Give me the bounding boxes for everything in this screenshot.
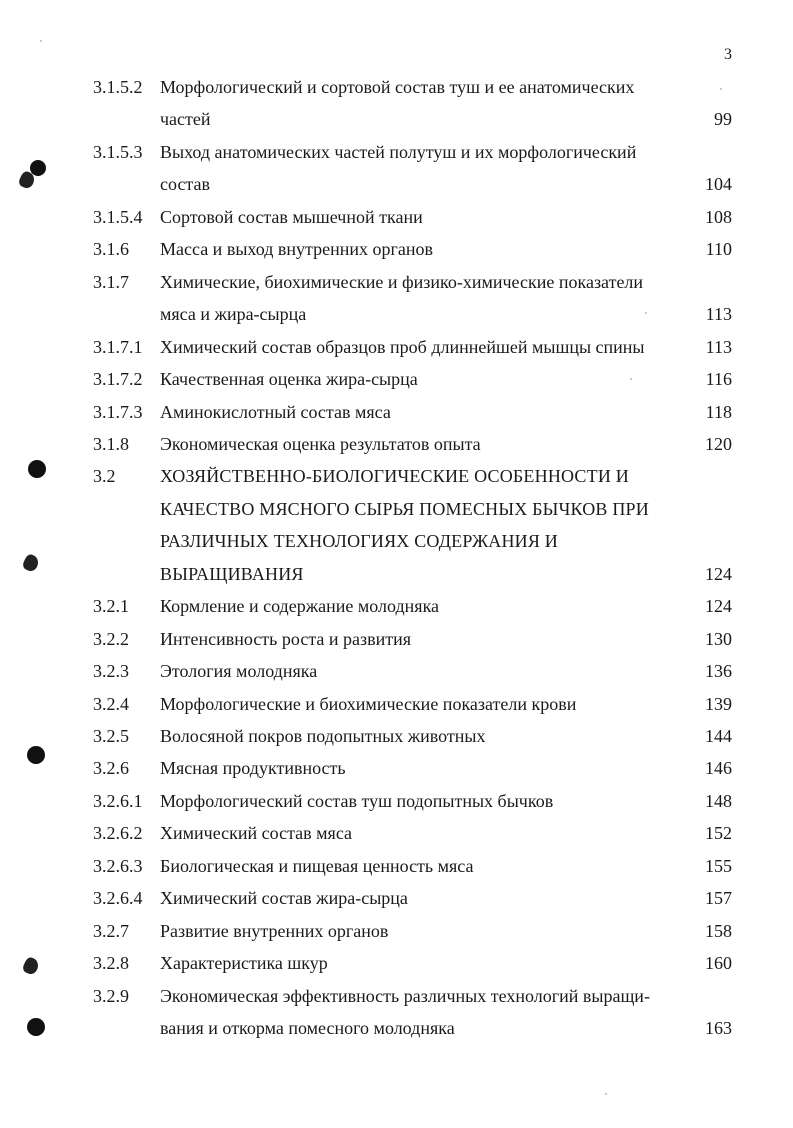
toc-entry-page: 160 <box>705 953 732 974</box>
toc-line <box>0 201 793 233</box>
toc-line <box>0 817 793 849</box>
toc-entry-page: 158 <box>705 920 732 941</box>
toc-entry-number: 3.2.2 <box>93 628 129 649</box>
toc-entry-number: 3.2 <box>93 466 116 487</box>
toc-entry-title: Этология молодняка <box>160 661 318 682</box>
toc-line <box>0 396 793 428</box>
toc-entry-title: частей <box>160 109 211 130</box>
toc-entry-page: 108 <box>705 206 732 227</box>
toc-entry-page: 120 <box>705 433 732 454</box>
toc-line <box>0 363 793 395</box>
toc-line <box>0 103 793 135</box>
toc-entry-title: Морфологические и биохимические показатели крови <box>160 693 577 714</box>
toc-line <box>0 850 793 882</box>
toc-entry-number: 3.2.6.1 <box>93 790 143 811</box>
page-number: 3 <box>724 46 732 63</box>
toc-line <box>0 558 793 590</box>
toc-entry-title: РАЗЛИЧНЫХ ТЕХНОЛОГИЯХ СОДЕРЖАНИЯ И <box>160 531 558 552</box>
toc-line <box>0 428 793 460</box>
toc-entry-number: 3.2.4 <box>93 693 129 714</box>
toc-entry-page: 130 <box>705 628 732 649</box>
toc-entry-title: Экономическая оценка результатов опыта <box>160 433 481 454</box>
toc-entry-page: 136 <box>705 661 732 682</box>
toc-entry-title: КАЧЕСТВО МЯСНОГО СЫРЬЯ ПОМЕСНЫХ БЫЧКОВ ПРИ <box>160 498 649 519</box>
toc-entry-number: 3.1.5.2 <box>93 77 143 97</box>
scan-speck <box>720 88 722 90</box>
toc-entry-page: 146 <box>705 758 732 779</box>
toc-entry-number: 3.1.5.3 <box>93 141 143 162</box>
toc-entry-page: 155 <box>705 855 732 876</box>
toc-entry-number: 3.2.6.3 <box>93 855 143 876</box>
toc-line <box>0 525 793 557</box>
toc-entry-number: 3.2.1 <box>93 596 129 617</box>
toc-line <box>0 136 793 168</box>
toc-line <box>0 752 793 784</box>
scan-speck <box>40 40 42 42</box>
toc-entry-title: Морфологический состав туш подопытных бычков <box>160 790 554 811</box>
toc-entry-page: 163 <box>705 1018 732 1039</box>
toc-line <box>0 298 793 330</box>
toc-entry-title: мяса и жира-сырца <box>160 304 307 325</box>
toc-entry-number: 3.1.5.4 <box>93 206 143 227</box>
toc-entry-title: Характеристика шкур <box>160 953 328 974</box>
toc-entry-title: Масса и выход внутренних органов <box>160 239 433 260</box>
punch-hole <box>30 160 46 176</box>
toc-entry-page: 116 <box>705 369 732 390</box>
toc-line <box>0 460 793 492</box>
toc-line <box>0 331 793 363</box>
punch-hole <box>27 1018 45 1036</box>
scan-speck <box>605 1093 607 1095</box>
toc-line <box>0 915 793 947</box>
toc-entry-title: Химический состав образцов проб длиннейшей мышцы спины <box>160 336 645 357</box>
punch-hole <box>28 460 46 478</box>
toc-entry-page: 157 <box>705 888 732 909</box>
toc-entry-title: Химический состав жира-сырца <box>160 888 408 909</box>
toc-entry-title: Морфологический и сортовой состав туш и ее анатомических <box>160 77 635 97</box>
toc-line <box>0 1012 793 1044</box>
toc-entry-title: Качественная оценка жира-сырца <box>160 369 418 390</box>
toc-line <box>0 590 793 622</box>
toc-entry-title: ХОЗЯЙСТВЕННО-БИОЛОГИЧЕСКИЕ ОСОБЕННОСТИ И <box>160 466 629 487</box>
toc-entry-title: состав <box>160 174 211 195</box>
toc-entry-page: 113 <box>705 304 732 325</box>
toc-entry-number: 3.1.7.1 <box>93 336 143 357</box>
punch-hole <box>27 746 45 764</box>
toc-entry-page: 124 <box>705 563 732 584</box>
toc-entry-page: 118 <box>705 401 732 422</box>
toc-entry-title: Мясная продуктивность <box>160 758 346 779</box>
toc-entry-title: Биологическая и пищевая ценность мяса <box>160 855 474 876</box>
toc-entry-number: 3.1.7 <box>93 271 129 292</box>
toc-entry-title: Выход анатомических частей полутуш и их морфологический <box>160 141 637 162</box>
toc-entry-number: 3.2.7 <box>93 920 129 941</box>
toc-entry-title: Кормление и содержание молодняка <box>160 596 440 617</box>
toc-entry-number: 3.2.9 <box>93 985 129 1006</box>
toc-entry-title: Аминокислотный состав мяса <box>160 401 391 422</box>
toc-entry-number: 3.1.6 <box>93 239 129 260</box>
toc-entry-title: Развитие внутренних органов <box>160 920 389 941</box>
toc-line <box>0 233 793 265</box>
scan-speck <box>645 312 647 314</box>
toc-line <box>0 980 793 1012</box>
toc-entry-title: Интенсивность роста и развития <box>160 628 412 649</box>
toc-entry-title: ВЫРАЩИВАНИЯ <box>160 563 304 584</box>
scan-speck <box>630 378 632 380</box>
toc-entry-title: Сортовой состав мышечной ткани <box>160 206 423 227</box>
toc-line <box>0 71 793 103</box>
toc-line <box>0 882 793 914</box>
toc-entry-page: 139 <box>705 693 732 714</box>
toc-line <box>0 720 793 752</box>
toc-entry-title: Экономическая эффективность различных технологий выращи- <box>160 985 650 1006</box>
toc-entry-page: 148 <box>705 790 732 811</box>
toc-entry-number: 3.1.7.2 <box>93 369 143 390</box>
toc-entry-number: 3.1.7.3 <box>93 401 143 422</box>
toc-line <box>0 688 793 720</box>
toc-entry-number: 3.1.8 <box>93 433 129 454</box>
toc-entry-page: 113 <box>705 336 732 357</box>
toc-entry-page: 99 <box>714 109 732 130</box>
toc-line <box>0 785 793 817</box>
toc-entry-number: 3.2.5 <box>93 726 129 746</box>
toc-line <box>0 493 793 525</box>
toc-entry-title: Химические, биохимические и физико-химические показатели <box>160 271 644 292</box>
toc-entry-number: 3.2.3 <box>93 661 129 682</box>
toc-entry-page: 104 <box>705 174 732 195</box>
toc-entry-title: Химический состав мяса <box>160 823 353 844</box>
toc-entry-number: 3.2.6.4 <box>93 888 143 909</box>
toc-entry-page: 144 <box>705 726 732 746</box>
toc-entry-number: 3.2.6.2 <box>93 823 143 844</box>
toc-line <box>0 266 793 298</box>
toc-entry-page: 124 <box>705 596 732 617</box>
toc-entry-page: 152 <box>705 823 732 844</box>
toc-line <box>0 655 793 687</box>
toc-line <box>0 168 793 200</box>
toc-entry-page: 110 <box>705 239 732 260</box>
toc-line <box>0 623 793 655</box>
toc-entry-title: вания и откорма помесного молодняка <box>160 1018 455 1039</box>
toc-entry-number: 3.2.6 <box>93 758 129 779</box>
toc-entry-title: Волосяной покров подопытных животных <box>160 726 486 746</box>
toc-line <box>0 947 793 979</box>
toc-entry-number: 3.2.8 <box>93 953 129 974</box>
